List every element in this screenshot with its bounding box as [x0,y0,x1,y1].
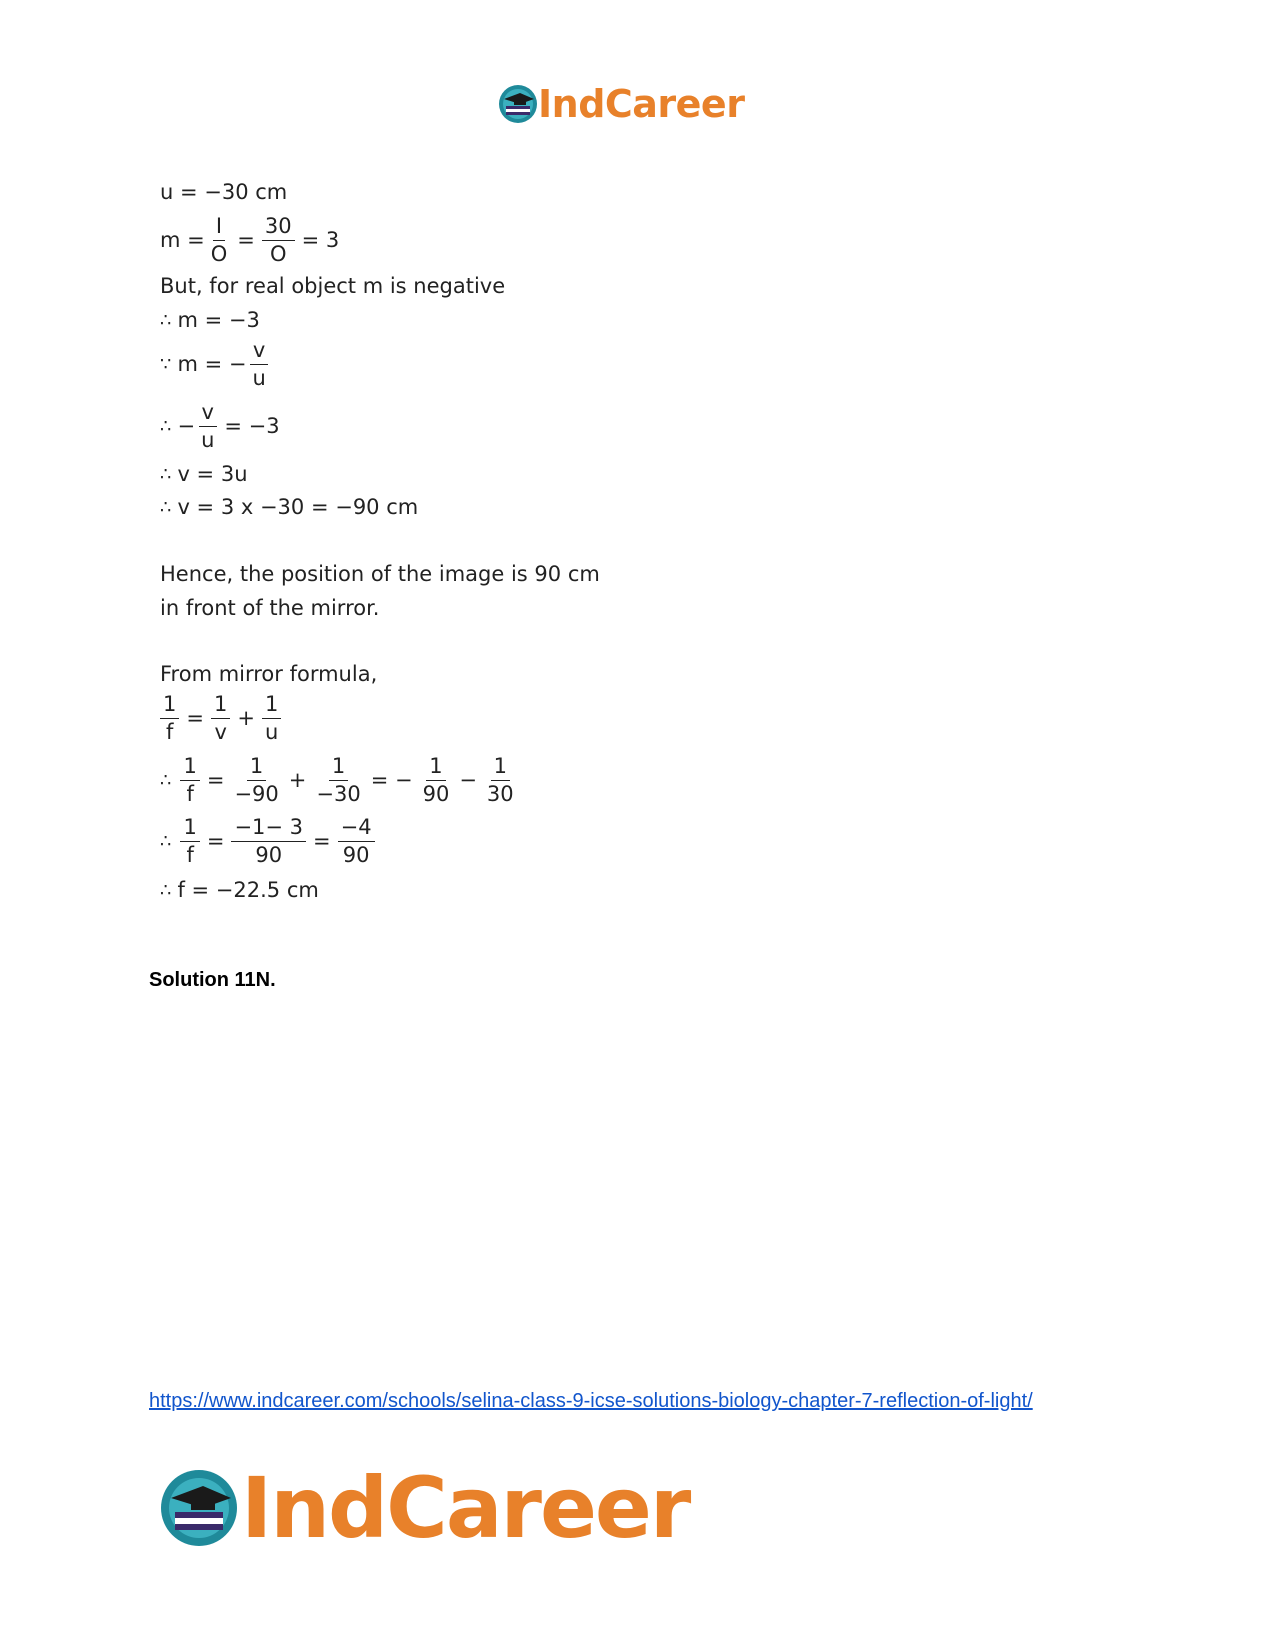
denominator: f [186,843,194,867]
equation-line: u = −30 cm [160,180,288,204]
numerator: 1 [180,756,199,781]
fraction [338,817,375,866]
equation-line [160,694,284,743]
equation-text: − [177,414,196,438]
numerator: 1 [329,756,348,781]
therefore-symbol: ∴ [160,879,172,901]
equation-text: = −3 [224,414,280,438]
therefore-symbol: ∴ [160,463,172,485]
equation-line: But, for real object m is negative [160,274,506,298]
numerator: −4 [338,817,375,842]
graduation-cap-book-icon [498,84,538,124]
equation-text: + [237,706,255,730]
conclusion-text: Hence, the position of the image is 90 cm [160,562,600,586]
equation-text: = − [370,768,413,792]
equation-text: = [206,829,225,853]
graduation-cap-book-icon [159,1468,239,1548]
equation-line [160,216,343,265]
denominator: O [210,242,228,266]
equation-text: = [237,228,255,252]
numerator: 1 [491,756,510,781]
denominator: u [201,428,215,452]
denominator: 90 [255,843,283,867]
header-logo [498,80,744,128]
denominator: O [269,242,287,266]
equation-text: = [186,706,204,730]
therefore-symbol: ∴ [160,496,172,518]
numerator: I [213,216,225,241]
fraction [313,756,363,805]
equation-text: v = 3u [177,462,248,486]
denominator: −90 [234,782,279,806]
denominator: 90 [422,782,450,806]
footer-logo [159,1459,690,1557]
fraction [180,817,199,866]
fraction [231,817,306,866]
equation-line [160,340,272,389]
fraction [249,340,268,389]
denominator: v [214,720,227,744]
equation-text: = [206,768,225,792]
denominator: u [252,366,266,390]
denominator: f [186,782,194,806]
denominator: 30 [486,782,514,806]
therefore-symbol: ∴ [160,830,172,852]
fraction [211,694,230,743]
numerator: 1 [180,817,199,842]
equation-text: = 3 [301,228,340,252]
fraction [231,756,281,805]
numerator: 1 [247,756,266,781]
equation-text: m = [160,228,205,252]
denominator: −30 [316,782,361,806]
numerator: −1− 3 [231,817,306,842]
equation-line [160,756,520,805]
equation-line [160,880,319,901]
numerator: 30 [262,216,295,241]
fraction [262,216,295,265]
numerator: 1 [426,756,445,781]
therefore-symbol: ∴ [160,309,172,331]
denominator: u [265,720,279,744]
equation-line [160,464,248,485]
fraction [484,756,517,805]
denominator: f [165,720,174,744]
conclusion-text: in front of the mirror. [160,596,380,620]
numerator: v [250,340,268,365]
footer-url-link[interactable]: https://www.indcareer.com/schools/selina-class-9-icse-solutions-biology-chapter-7-reflection-of-light/ [149,1390,1033,1412]
equation-line [160,402,284,451]
equation-text: = [313,829,331,853]
equation-line [160,497,418,518]
equation-text: f = −22.5 cm [177,878,319,902]
numerator: 1 [211,694,230,719]
equation-line [160,817,378,866]
equation-text: m = − [177,352,247,376]
fraction [208,216,231,265]
numerator: 1 [262,694,281,719]
therefore-symbol: ∴ [160,769,172,791]
because-symbol: ∵ [160,353,172,375]
numerator: 1 [160,694,179,719]
fraction [262,694,281,743]
logo-wordmark: IndCareer [241,1459,690,1557]
fraction [180,756,199,805]
fraction [198,402,217,451]
equation-text: + [288,768,307,792]
fraction [160,694,179,743]
equation-text: m = −3 [177,308,260,332]
numerator: v [199,402,217,427]
equation-text: − [459,768,477,792]
fraction [420,756,453,805]
solution-heading: Solution 11N. [149,969,276,991]
equation-line [160,310,260,331]
equation-text: v = 3 x −30 = −90 cm [177,495,419,519]
paragraph-text: From mirror formula, [160,662,378,686]
denominator: 90 [342,843,370,867]
logo-wordmark: IndCareer [538,82,745,126]
therefore-symbol: ∴ [160,415,172,437]
